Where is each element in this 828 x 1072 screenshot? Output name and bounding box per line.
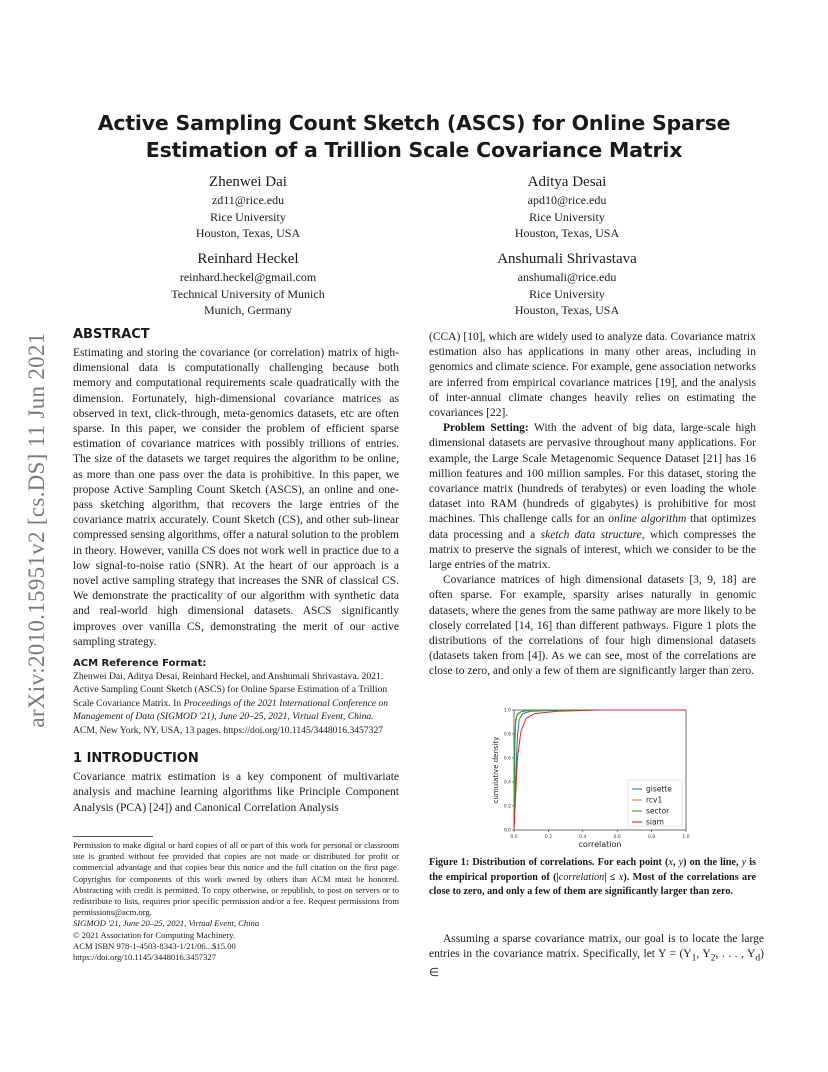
- author-affiliation: Rice University: [210, 209, 286, 224]
- caption-correlation: correlation: [558, 871, 605, 883]
- caption-comma: ,: [672, 857, 679, 868]
- x-tick-label: 0.4: [579, 835, 587, 840]
- author-name: Zhenwei Dai: [209, 174, 287, 190]
- bottom-paragraph: [429, 932, 764, 981]
- x-axis-label: correlation: [578, 840, 622, 849]
- problem-text-b: that optimizes data processing and a: [429, 513, 756, 541]
- bottom-end: ) ∈: [429, 948, 764, 979]
- caption-part-b: ) on the line,: [683, 857, 742, 868]
- right-paragraph-3: Covariance matrices of high dimensional datasets [3, 9, 18] are often sparse. For example, sparsity arises naturally in genomic datasets, where the genes from the same pathway are more likely to be closely correlated [14, 16] than different pathways. Figure 1 plots the distributions of the correlations of four high dimensional datasets (datasets taken from [4]). As we can see, most of the correlations are close to zero, and only a few of them are significantly larger than zero.: [429, 574, 756, 678]
- acm-ref-heading: ACM Reference Format:: [73, 658, 207, 670]
- problem-italic-2: sketch data structure: [540, 528, 642, 541]
- author-location: Houston, Texas, USA: [514, 226, 620, 240]
- intro-heading: 1 INTRODUCTION: [73, 751, 199, 767]
- x-tick-label: 0.0: [510, 835, 518, 840]
- legend-label-gisette: gisette: [646, 784, 672, 794]
- author-affiliation: Technical University of Munich: [171, 286, 325, 301]
- author-email: anshumali@rice.edu: [517, 270, 617, 284]
- footnote: [73, 840, 399, 963]
- abstract-heading: ABSTRACT: [73, 327, 150, 342]
- bottom-mid-1: , Y: [696, 948, 711, 961]
- problem-setting-paragraph: [429, 421, 756, 573]
- caption-part-c: is the empirical proportion of (|: [429, 857, 757, 883]
- caption-var-y: y: [678, 857, 684, 868]
- author-name: Aditya Desai: [527, 174, 607, 190]
- left-column: [73, 327, 399, 816]
- legend-label-sector: sector: [646, 806, 670, 816]
- problem-label: Problem Setting:: [443, 422, 529, 435]
- caption-part-e: ). Most of the correlations are close to zero, and only a few of them are significantly larger than zero.: [429, 871, 756, 897]
- author-location: Houston, Texas, USA: [514, 303, 620, 317]
- y-tick-label: 0.0: [503, 828, 511, 834]
- legend-label-siam: siam: [646, 817, 664, 827]
- arxiv-stamp: [22, 290, 52, 770]
- caption-var-x2: x: [618, 871, 624, 883]
- abstract-text: Estimating and storing the covariance (or correlation) matrix of high-dimensional data is computationally challenging because both memory and computational requirements scale quadratically with the dimension. Fortunately, high-dimensional covariance matrices as observed in text, click-through, meta-genomics datasets, etc are often sparse. In this paper, we consider the problem of efficient sparse estimation of covariance matrices with possibly trillions of entries. The size of the datasets we target requires the algorithm to be online, as more than one pass over the data is prohibitive. In this paper, we propose Active Sampling Count Sketch (ASCS), an online and one-pass sketching algorithm, that recovers the large entries of the covariance matrix accurately. Count Sketch (CS), and other sub-linear compressed sensing algorithms, offer a natural solution to the problem in theory. However, vanilla CS does not work well in practice due to a low signal-to-noise ratio (SNR). At the heart of our approach is a novel active sampling strategy that increases the SNR of classical CS. We demonstrate the practicality of our algorithm with synthetic data and real-world high dimensional datasets. ASCS significantly improves over vanilla CS, demonstrating the merit of our active sampling strategy.: [73, 347, 399, 648]
- x-tick-label: 1.0: [682, 835, 690, 840]
- intro-text: Covariance matrix estimation is a key component of multivariate analysis and machine learning algorithms like Principle Component Analysis (PCA) [24]) and Canonical Correlation Analysis: [73, 771, 399, 814]
- caption-var-y2: y: [741, 857, 747, 868]
- y-tick-label: 1.0: [503, 708, 511, 714]
- problem-text-a: With the advent of big data, large-scale high dimensional datasets are pervasive throughout many applications. For example, the Large Scale Metagenomic Sequence Dataset [21] has 16 million features and 100 million samples. For this dataset, storing the covariance matrix (hundreds of terabytes) or even loading the whole dataset into RAM (hundreds of gigabytes) is prohibitive for most machines. This challenge calls for an: [429, 422, 756, 526]
- caption-part-a: Figure 1: Distribution of correlations. For each point (: [429, 857, 669, 868]
- acm-ref-text: [73, 670, 399, 737]
- x-tick-label: 0.6: [613, 835, 621, 840]
- y-tick-label: 0.6: [503, 756, 511, 762]
- author-affiliation: Rice University: [529, 209, 605, 224]
- copyright-line: © 2021 Association for Computing Machinery.: [73, 929, 236, 940]
- paper-title: [60, 110, 768, 164]
- author-email: apd10@rice.edu: [527, 193, 607, 207]
- bottom-mid-2: , . . . , Y: [715, 948, 756, 961]
- y-tick-label: 0.8: [503, 732, 511, 738]
- author-block-1: [128, 173, 368, 242]
- problem-italic-1: online algorithm: [608, 513, 687, 526]
- doi-line: https://doi.org/10.1145/3448016.3457327: [73, 952, 216, 963]
- problem-text-c: , which compresses the matrix to preserve the signals of interest, which we consider to be the large entries of the matrix.: [429, 528, 757, 572]
- right-paragraph-1: (CCA) [10], which are widely used to analyze data. Covariance matrix estimation also has applications in many other areas, including in genomics and climate science. For example, gene association networks are inferred from empirical covariance matrices [19], and the analysis of inter-annual climate changes heavily relies on estimating the covariances [22].: [429, 331, 757, 420]
- legend-label-rcv1: rcv1: [646, 795, 663, 805]
- y-axis-label: cumulative density: [492, 736, 500, 804]
- x-tick-label: 0.8: [648, 835, 656, 840]
- caption-var-x: x: [668, 857, 673, 868]
- figure-1-chart: [484, 704, 694, 854]
- author-name: Reinhard Heckel: [197, 251, 299, 267]
- conference-info: SIGMOD '21, June 20–25, 2021, Virtual Event, China: [73, 918, 260, 929]
- y-tick-label: 0.4: [503, 780, 511, 786]
- author-email: zd11@rice.edu: [211, 193, 285, 207]
- title-line-1: Active Sampling Count Sketch (ASCS) for Online Sparse: [97, 111, 731, 135]
- y-tick-label: 0.2: [503, 804, 511, 810]
- acm-ref-plain: Zhenwei Dai, Aditya Desai, Reinhard Heckel, and Anshumali Shrivastava. 2021. Active Sampling Count Sketch (ASCS) for Online Sparse Estimation of a Trillion Scale Covariance Matrix. In: [73, 671, 388, 709]
- caption-part-d: | ≤: [604, 871, 619, 883]
- chart-plot-area: [492, 708, 690, 850]
- isbn-line: ACM ISBN 978-1-4503-8343-1/21/06...$15.00: [73, 940, 236, 951]
- title-line-2: Estimation of a Trillion Scale Covariance Matrix: [145, 138, 683, 162]
- author-affiliation: Rice University: [529, 286, 605, 301]
- bottom-sub-d: d: [755, 952, 761, 964]
- acm-ref-tail: ACM, New York, NY, USA, 13 pages. https://doi.org/10.1145/3448016.3457327: [73, 724, 384, 736]
- right-column: [429, 330, 756, 680]
- permission-notice: Permission to make digital or hard copies of all or part of this work for personal or classroom use is granted without fee provided that copies are not made or distributed for profit or commercial advantage and that copies bear this notice and the full citation on the first page. Copyrights for components of this work owned by others than ACM must be honored. Abstracting with credit is permitted. To copy otherwise, or republish, to post on servers or to redistribute to lists, requires prior specific permission and/or a fee. Request permissions from permissions@acm.org.: [73, 840, 399, 918]
- x-tick-label: 0.2: [544, 835, 552, 840]
- arxiv-id: arXiv:2010.15951v2 [cs.DS] 11 Jun 2021: [24, 332, 49, 728]
- bottom-sub-1: 1: [691, 952, 697, 964]
- figure-1-caption: [429, 856, 756, 900]
- author-block-4: [447, 250, 687, 319]
- bottom-sub-2: 2: [710, 952, 716, 964]
- author-location: Munich, Germany: [204, 303, 292, 317]
- author-block-2: [447, 173, 687, 242]
- author-location: Houston, Texas, USA: [195, 226, 301, 240]
- bottom-text: Assuming a sparse covariance matrix, our goal is to locate the large entries in the covariance matrix. Specifically, let Y = (Y: [429, 933, 764, 961]
- author-block-3: [128, 250, 368, 319]
- author-email: reinhard.heckel@gmail.com: [179, 270, 317, 284]
- footnote-rule: [73, 836, 153, 837]
- author-name: Anshumali Shrivastava: [497, 251, 637, 267]
- acm-ref-italic: Proceedings of the 2021 International Conference on Management of Data (SIGMOD '21), June 20–25, 2021, Virtual Event, China.: [73, 697, 389, 723]
